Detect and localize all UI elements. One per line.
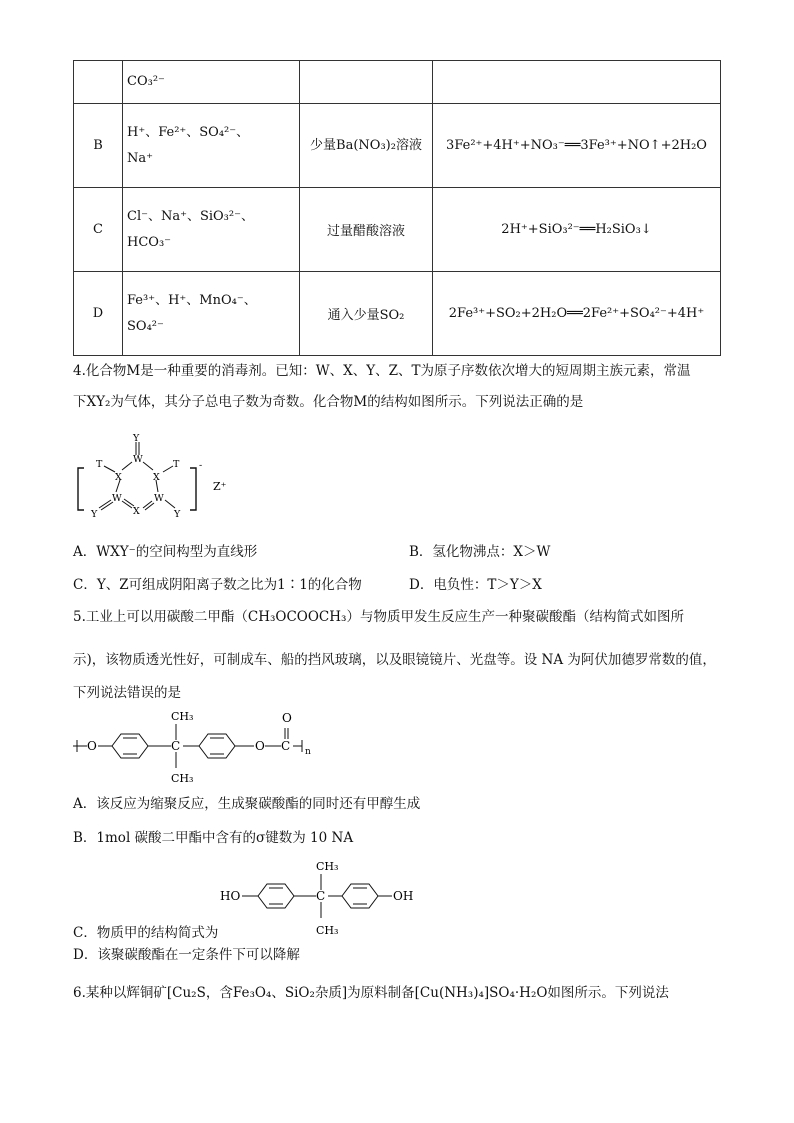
quaternary-carbon: C bbox=[316, 889, 326, 903]
methyl-top: CH₃ bbox=[171, 710, 194, 723]
quaternary-carbon: C bbox=[171, 739, 181, 753]
atom-x: X bbox=[153, 472, 160, 483]
atom-t: T bbox=[96, 459, 103, 470]
q6-stem-line1: 6.某种以辉铜矿[Cu₂S，含Fe₃O₄、SiO₂杂质]为原料制备[Cu(NH₃)₄]SO₄·H₂O如图所示。下列说法 bbox=[73, 985, 669, 1001]
ion-list: H⁺、Fe²⁺、SO₄²⁻、 bbox=[127, 124, 250, 140]
oxygen-left: O bbox=[87, 739, 97, 753]
q4-option-b[interactable]: B．氢化物沸点：X＞W bbox=[409, 544, 551, 560]
atom-w: W bbox=[154, 493, 164, 504]
atom-y: Y bbox=[174, 509, 181, 520]
row-label: B bbox=[74, 104, 123, 188]
bisphenol-structure bbox=[218, 856, 428, 940]
q4-stem-line2: 下XY₂为气体，其分子总电子数为奇数。化合物M的结构如图所示。下列说法正确的是 bbox=[73, 394, 584, 410]
anion-charge: - bbox=[199, 460, 203, 471]
cation-z: Z⁺ bbox=[213, 480, 227, 493]
q5-stem-line1: 5.工业上可以用碳酸二甲酯（CH₃OCOOCH₃）与物质甲发生反应生产一种聚碳酸酯（结构简式如图所 bbox=[73, 609, 684, 625]
atom-y: Y bbox=[91, 509, 98, 520]
row-label: C bbox=[74, 188, 123, 272]
ionic-equation bbox=[433, 61, 721, 104]
polycarbonate-structure bbox=[73, 706, 343, 790]
ion-list: CO₃²⁻ bbox=[127, 74, 165, 89]
methyl-bottom: CH₃ bbox=[171, 772, 194, 785]
q4-option-c[interactable]: C．Y、Z可组成阴阳离子数之比为1∶1的化合物 bbox=[73, 577, 362, 593]
methyl-top: CH₃ bbox=[316, 860, 339, 873]
ionic-equation: 2Fe³⁺+SO₂+2H₂O══2Fe²⁺+SO₄²⁻+4H⁺ bbox=[433, 272, 721, 356]
q5-option-d[interactable]: D．该聚碳酸酯在一定条件下可以降解 bbox=[73, 947, 300, 963]
reagent: 过量醋酸溶液 bbox=[300, 188, 433, 272]
compound-m-structure bbox=[70, 430, 240, 522]
ion-list: SO₄²⁻ bbox=[127, 318, 164, 334]
q4-option-a[interactable]: A．WXY⁻的空间构型为直线形 bbox=[73, 544, 258, 560]
hydroxyl-right: OH bbox=[393, 889, 414, 903]
bracket-left bbox=[78, 468, 84, 510]
ion-list: Na⁺ bbox=[127, 150, 153, 166]
repeat-n: n bbox=[305, 747, 311, 757]
ion-list: HCO₃⁻ bbox=[127, 234, 172, 250]
oxygen-carbonyl: O bbox=[282, 711, 292, 725]
table-row bbox=[74, 104, 721, 188]
atom-x: X bbox=[115, 472, 122, 483]
q4-option-d[interactable]: D．电负性：T＞Y＞X bbox=[409, 577, 542, 593]
atom-x: X bbox=[133, 506, 140, 517]
table-row bbox=[74, 188, 721, 272]
carbonyl-carbon: C bbox=[281, 739, 291, 753]
hydroxyl-left: HO bbox=[220, 889, 241, 903]
q5-stem-line2: 示)，该物质透光性好，可制成车、船的挡风玻璃，以及眼镜镜片、光盘等。设 NA 为阿伏加德罗常数的值， bbox=[73, 652, 716, 668]
ion-list: Fe³⁺、H⁺、MnO₄⁻、 bbox=[127, 292, 257, 308]
q5-option-b[interactable]: B．1mol 碳酸二甲酯中含有的σ键数为 10 NA bbox=[73, 830, 354, 846]
reagent: 通入少量SO₂ bbox=[300, 272, 433, 356]
ionic-equation: 2H⁺+SiO₃²⁻══H₂SiO₃↓ bbox=[433, 188, 721, 272]
q5-option-a[interactable]: A．该反应为缩聚反应，生成聚碳酸酯的同时还有甲醇生成 bbox=[73, 796, 421, 812]
row-label bbox=[74, 61, 123, 104]
methyl-bottom: CH₃ bbox=[316, 924, 339, 937]
reagent: 少量Ba(NO₃)₂溶液 bbox=[300, 104, 433, 188]
atom-w: W bbox=[133, 454, 143, 465]
bracket-right bbox=[190, 468, 196, 510]
atom-t: T bbox=[173, 459, 180, 470]
q5-option-c[interactable]: C．物质甲的结构简式为 bbox=[73, 925, 219, 941]
reagent bbox=[300, 61, 433, 104]
ion-table bbox=[73, 60, 721, 356]
atom-y: Y bbox=[133, 433, 140, 444]
oxygen-mid: O bbox=[255, 739, 265, 753]
q4-stem-line1: 4.化合物M是一种重要的消毒剂。已知：W、X、Y、Z、T为原子序数依次增大的短周期主族元素，常温 bbox=[73, 363, 691, 379]
row-label: D bbox=[74, 272, 123, 356]
atom-w: W bbox=[112, 493, 122, 504]
ion-list: Cl⁻、Na⁺、SiO₃²⁻、 bbox=[127, 208, 254, 224]
ionic-equation: 3Fe²⁺+4H⁺+NO₃⁻══3Fe³⁺+NO↑+2H₂O bbox=[433, 104, 721, 188]
table-row bbox=[74, 61, 721, 104]
table-row bbox=[74, 272, 721, 356]
q5-stem-line3: 下列说法错误的是 bbox=[73, 685, 181, 701]
